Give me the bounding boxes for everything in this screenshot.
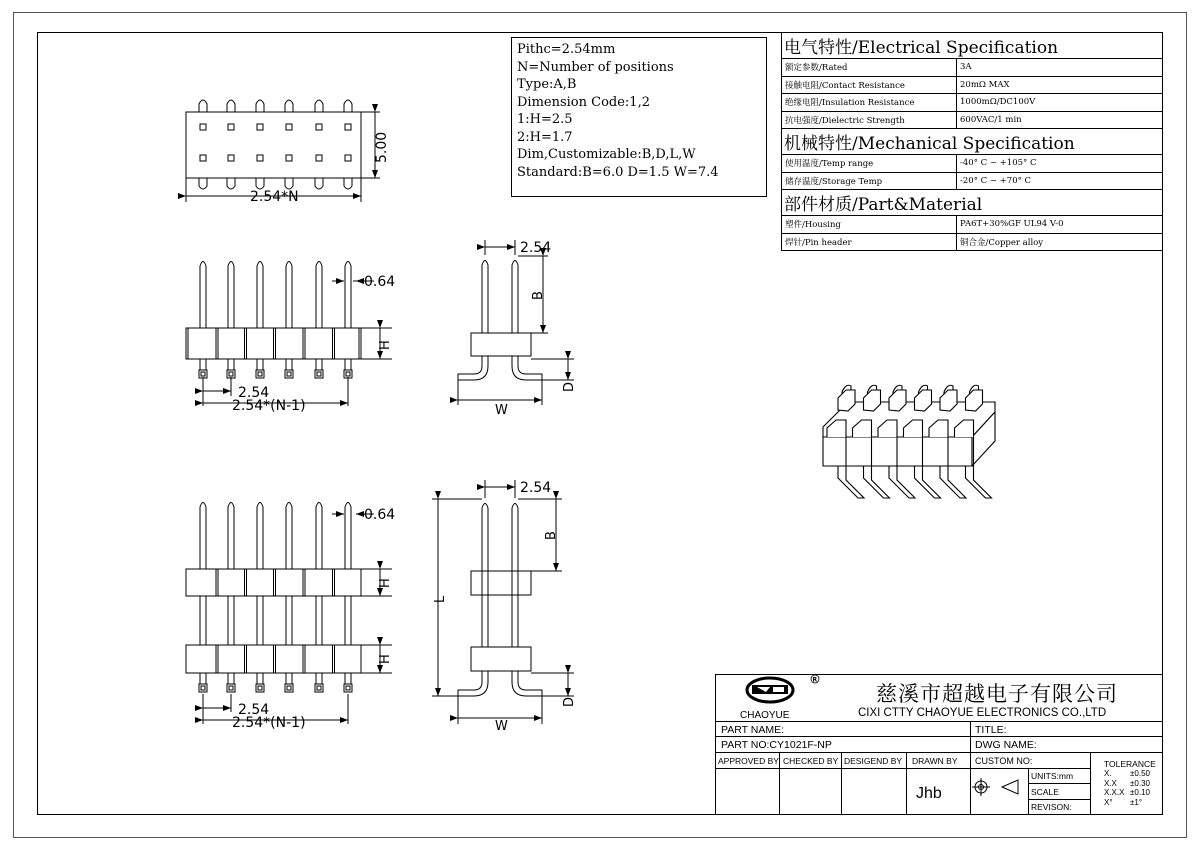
dim-side-b-b: B	[544, 531, 559, 540]
spec-contact-label: 接触电阻/Contact Resistance	[782, 76, 957, 94]
top-pin-square	[316, 155, 322, 161]
dim-b-span: 2.54*(N-1)	[232, 715, 306, 731]
dim-side-b-d: D	[562, 696, 577, 707]
front-b-pin-foot	[199, 684, 207, 692]
side-a-pin-2	[512, 261, 518, 334]
front-b-pins	[199, 503, 352, 693]
top-pin-square	[200, 155, 206, 161]
dim-side-b-w: W	[495, 719, 508, 734]
dim-a-pin-dia: 0.64	[364, 274, 396, 290]
approved-by-label: APPROVED BY	[718, 756, 779, 766]
dim-top-height: 5.00	[374, 131, 390, 163]
material-header: 部件材质/Part&Material	[782, 190, 1163, 216]
dim-b-h-lower: H	[378, 654, 393, 664]
side-view-a	[458, 240, 574, 405]
top-view	[186, 100, 380, 202]
top-view-pins	[199, 100, 352, 189]
company-name-cn: 慈溪市超越电子有限公司	[876, 682, 1118, 706]
side-b-pin-1	[482, 504, 488, 648]
side-b-lead-2	[512, 671, 542, 696]
top-pin-tip	[315, 100, 323, 112]
front-b-pin-foot-inner	[346, 686, 350, 690]
top-view-housing	[186, 112, 361, 178]
spec-insulation-label: 绝缘电阻/Insulation Resistance	[782, 94, 957, 112]
front-view-b	[186, 503, 392, 725]
top-pin-square	[257, 155, 263, 161]
title-block-top	[715, 674, 1163, 722]
top-pin-tip	[256, 100, 264, 112]
note-dim-code: Dimension Code:1,2	[517, 94, 650, 110]
front-b-pin-foot-inner	[258, 686, 262, 690]
tol-key: X°	[1104, 797, 1113, 807]
tolerance-list	[1104, 769, 1150, 807]
title-block-rows	[715, 722, 1163, 815]
dim-side-b-l: L	[433, 595, 448, 603]
front-b-pin-foot-inner	[201, 686, 205, 690]
front-b-pin	[257, 503, 263, 570]
iso-lead	[915, 466, 941, 498]
front-b-pin-foot	[285, 684, 293, 692]
front-b-pin-foot	[256, 684, 264, 692]
spec-housing-value: PA6T+30%GF UL94 V-0	[957, 216, 1163, 234]
top-pin-square	[286, 155, 292, 161]
title-label: TITLE:	[975, 724, 1007, 736]
side-a-pin-1	[482, 261, 488, 334]
mechanical-header: 机械特性/Mechanical Specification	[782, 129, 1163, 155]
top-pin-tail	[256, 178, 264, 189]
spec-rated-label: 额定参数/Rated	[782, 59, 957, 77]
front-a-pin-foot	[199, 370, 207, 378]
checked-by-label: CHECKED BY	[783, 756, 839, 766]
dim-b-h-upper: H	[378, 578, 393, 588]
custom-no-label: CUSTOM NO:	[975, 756, 1033, 766]
front-a-pin-foot	[256, 370, 264, 378]
spec-storage-value: -20° C ~ +70° C	[957, 172, 1163, 190]
front-a-pin	[257, 262, 263, 329]
iso-lead	[889, 466, 915, 498]
note-h2: 2:H=1.7	[517, 129, 573, 145]
electrical-header: 电气特性/Electrical Specification	[782, 33, 1163, 59]
side-b-pin-2	[512, 504, 518, 648]
part-name-label: PART NAME:	[721, 724, 785, 736]
spec-dielectric-label: 抗电强度/Dielectric Strength	[782, 111, 957, 129]
note-standard: Standard:B=6.0 D=1.5 W=7.4	[517, 164, 719, 180]
front-a-pin-foot-inner	[317, 372, 321, 376]
top-pin-tip	[344, 100, 352, 112]
side-b-lead-1	[458, 671, 488, 696]
spec-dielectric-value: 600VAC/1 min	[957, 111, 1163, 129]
dim-b-pitch: 2.54	[238, 702, 270, 718]
iso-lead	[966, 466, 992, 498]
dwg-name-label: DWG NAME:	[975, 739, 1037, 751]
dim-a-h: H	[378, 340, 393, 350]
front-a-pin	[316, 262, 322, 329]
designed-by-label: DESIGEND BY	[844, 756, 903, 766]
tol-value: ±0.30	[1130, 778, 1150, 788]
front-b-pin-foot-inner	[287, 686, 291, 690]
tol-value: ±1°	[1130, 797, 1143, 807]
front-b-pin-foot	[344, 684, 352, 692]
front-a-pin	[345, 262, 351, 329]
dim-a-pitch: 2.54	[238, 385, 270, 401]
front-a-pin-foot	[227, 370, 235, 378]
front-a-pin-foot	[285, 370, 293, 378]
top-pin-square	[316, 124, 322, 130]
dim-side-a-d: D	[562, 381, 577, 392]
note-pitch: Pithc=2.54mm	[517, 42, 616, 57]
front-a-pin-foot-inner	[229, 372, 233, 376]
isometric-view	[823, 385, 995, 498]
top-pin-square	[200, 124, 206, 130]
front-b-pin-foot-inner	[229, 686, 233, 690]
part-no-label: PART NO:CY1021F-NP	[721, 739, 832, 751]
side-a-lead-1	[458, 356, 488, 380]
dim-side-b-pitch: 2.54	[520, 480, 552, 496]
side-view-b	[432, 480, 574, 724]
top-pin-square	[228, 124, 234, 130]
top-pin-square	[257, 124, 263, 130]
dim-side-a-b: B	[531, 291, 546, 300]
spec-pin-label: 焊针/Pin header	[782, 233, 957, 251]
top-pin-tail	[285, 178, 293, 189]
top-pin-square	[345, 124, 351, 130]
dim-side-a-pitch: 2.54	[520, 240, 552, 256]
top-pin-tip	[199, 100, 207, 112]
front-view-a	[186, 262, 392, 407]
note-h1: 1:H=2.5	[517, 112, 573, 127]
top-pin-tail	[315, 178, 323, 189]
front-b-pin	[316, 503, 322, 570]
tol-value: ±0.10	[1130, 788, 1150, 797]
front-a-pin	[228, 262, 234, 329]
drawn-by-label: DRAWN BY	[912, 756, 958, 766]
front-a-pin-foot-inner	[201, 372, 205, 376]
spec-insulation-value: 1000mΩ/DC100V	[957, 94, 1163, 112]
iso-lead	[864, 466, 890, 498]
top-pin-square	[228, 155, 234, 161]
front-b-pin-foot	[227, 684, 235, 692]
top-pin-square	[286, 124, 292, 130]
spec-rated-value: 3A	[957, 59, 1163, 77]
front-a-pins	[188, 262, 359, 379]
top-pin-square	[345, 155, 351, 161]
units-label: UNITS:mm	[1031, 771, 1074, 781]
front-a-pin-foot-inner	[287, 372, 291, 376]
dim-b-pin-dia: 0.64	[364, 507, 396, 523]
front-b-pin	[228, 503, 234, 570]
front-b-pin	[345, 503, 351, 570]
dim-side-a-w: W	[495, 403, 508, 418]
side-a-lead-2	[512, 356, 542, 380]
front-a-pin-foot-inner	[258, 372, 262, 376]
note-type: Type:A,B	[517, 77, 577, 92]
note-customizable: Dim,Customizable:B,D,L,W	[517, 147, 696, 162]
side-b-housing-lower	[471, 647, 531, 671]
spec-pin-value: 铜合金/Copper alloy	[957, 233, 1163, 251]
svg-text:R: R	[812, 676, 818, 684]
spec-temp-label: 使用温度/Temp range	[782, 155, 957, 173]
front-a-pin-foot	[344, 370, 352, 378]
top-pin-tail	[199, 178, 207, 189]
front-a-pin-foot-inner	[346, 372, 350, 376]
drawn-by-name: Jhb	[916, 785, 942, 802]
iso-lead	[838, 466, 864, 498]
note-n: N=Number of positions	[517, 59, 674, 75]
front-b-pin-foot-inner	[317, 686, 321, 690]
iso-lead	[940, 466, 966, 498]
dim-top-width: 2.54*N	[250, 189, 299, 205]
spec-temp-value: -40° C ~ +105° C	[957, 155, 1163, 173]
tolerance-title: TOLERANCE	[1104, 759, 1156, 769]
logo-text: CHAOYUE	[740, 710, 790, 721]
side-a-housing	[471, 333, 531, 356]
top-pin-tip	[227, 100, 235, 112]
front-a-pin-foot	[315, 370, 323, 378]
tol-value: ±0.50	[1130, 769, 1150, 778]
side-b-housing-upper	[471, 571, 531, 595]
tol-key: X.X	[1104, 778, 1117, 788]
revision-label: REVISON:	[1031, 802, 1072, 812]
scale-label: SCALE	[1031, 787, 1059, 797]
front-a-pin	[286, 262, 292, 329]
spec-storage-label: 储存温度/Storage Temp	[782, 172, 957, 190]
front-b-pin	[200, 503, 206, 570]
top-pin-tail	[344, 178, 352, 189]
spec-housing-label: 塑件/Housing	[782, 216, 957, 234]
front-b-pin-foot	[315, 684, 323, 692]
front-b-pin	[286, 503, 292, 570]
front-a-pin	[200, 262, 206, 329]
top-pin-tip	[285, 100, 293, 112]
dim-a-span: 2.54*(N-1)	[232, 398, 306, 414]
tol-key: X.X.X	[1104, 788, 1125, 797]
tol-key: X.	[1104, 769, 1112, 778]
spec-contact-value: 20mΩ MAX	[957, 76, 1163, 94]
company-name-en: CIXI CTTY CHAOYUE ELECTRONICS CO.,LTD	[858, 707, 1107, 719]
top-pin-tail	[227, 178, 235, 189]
